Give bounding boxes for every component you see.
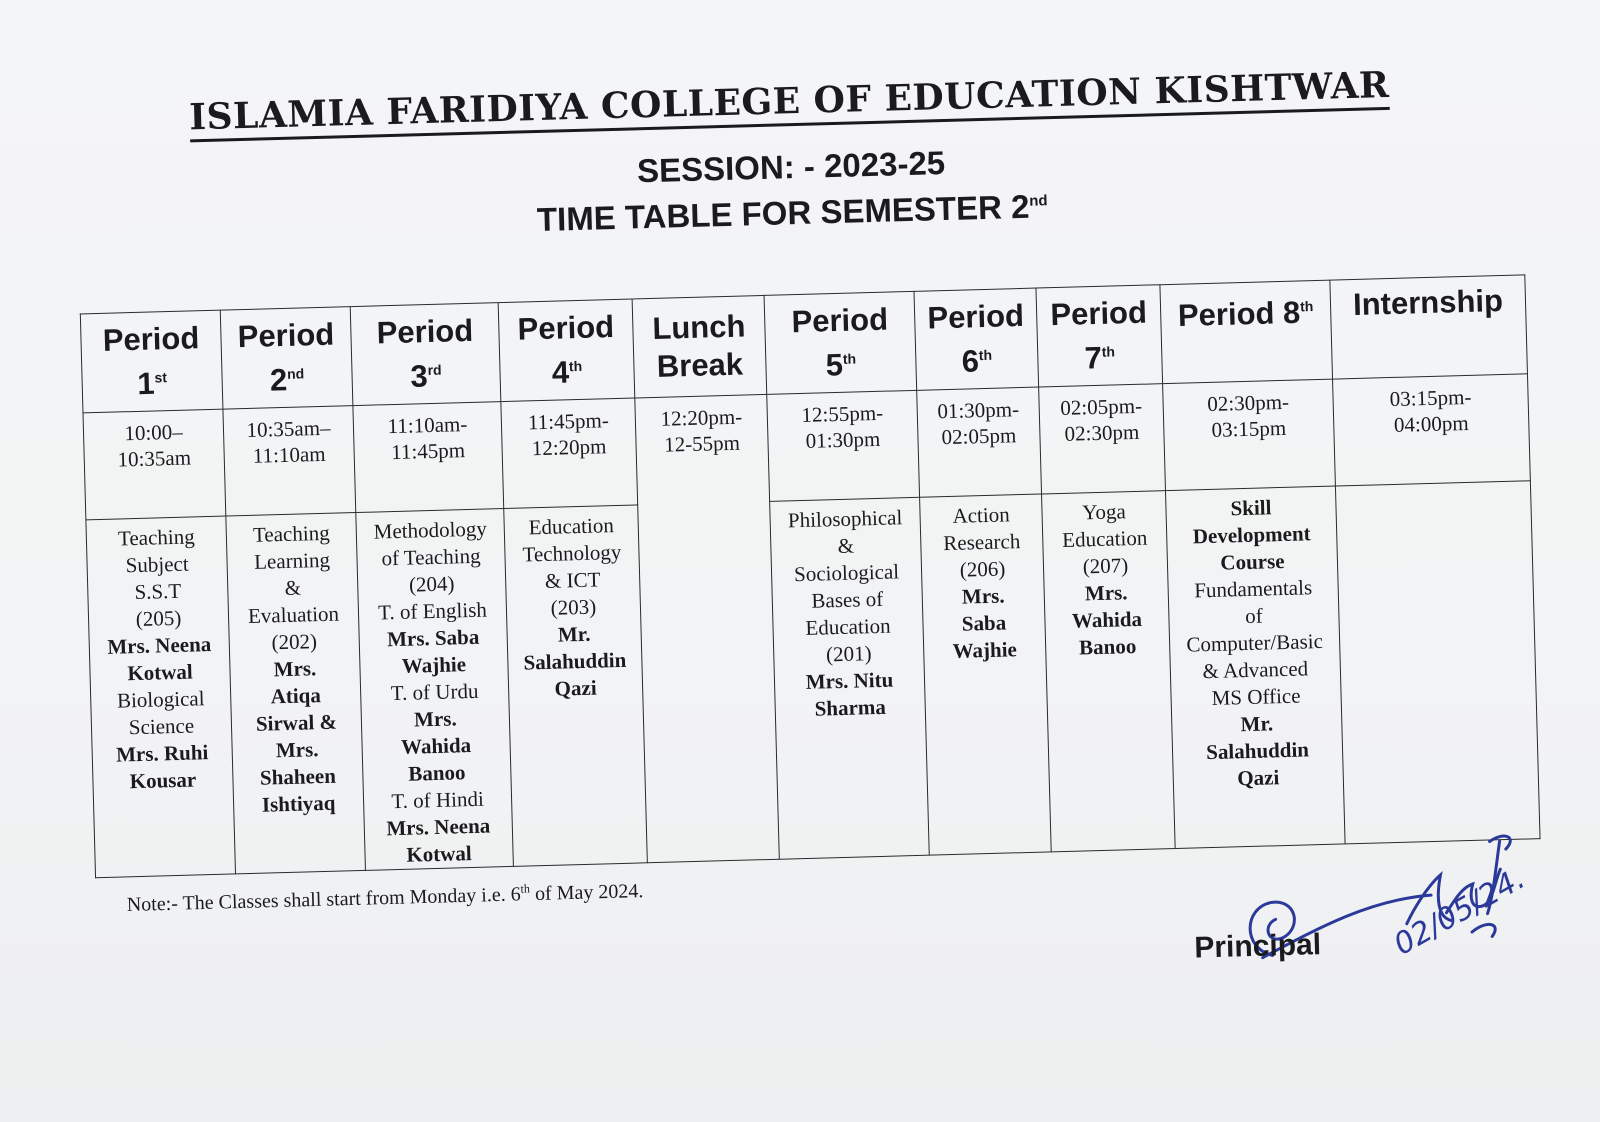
note-text: Note:- The Classes shall start from Monday i.e. 6th of May 2024. [126,880,644,917]
header-period-6: Period 6th [914,288,1039,390]
cell-period-1: Teaching Subject S.S.T (205) Mrs. Neena Kotwal Biological Science Mrs. Ruhi Kousar [86,516,236,878]
timetable-document [48,20,1556,1120]
time-period-2: 10:35am– 11:10am [223,406,356,516]
cell-period-6: Action Research (206) Mrs. Saba Wajhie [920,494,1052,855]
header-period-4: Period 4th [498,299,635,402]
header-lunch-break: Lunch Break [632,295,767,398]
header-period-2: Period 2nd [220,307,353,409]
session-heading: SESSION: - 2023-25 [636,143,946,190]
cell-period-8: Skill Development Course Fundamentals of Computer/Basic & Advanced MS Office Mr. Salahuddin Qazi [1165,486,1345,848]
cell-period-7: Yoga Education (207) Mrs. Wahida Banoo [1042,491,1176,852]
time-period-1: 10:00– 10:35am [83,409,226,520]
cell-period-5: Philosophical & Sociological Bases of Education (201) Mrs. Nitu Sharma [770,497,930,859]
college-title: ISLAMIA FARIDIYA COLLEGE OF EDUCATION KISHTWAR [49,60,1530,142]
cell-internship [1335,481,1540,844]
time-period-3: 11:10am- 11:45pm [353,402,504,513]
time-period-7: 02:05pm- 02:30pm [1039,384,1166,494]
header-period-1: Period 1st [80,310,223,413]
time-internship: 03:15pm- 04:00pm [1333,374,1531,486]
time-period-6: 01:30pm- 02:05pm [917,387,1042,497]
timetable-table [80,274,1541,878]
cell-period-4: Education Technology & ICT (203) Mr. Salahuddin Qazi [504,505,648,866]
header-internship: Internship [1330,275,1528,379]
header-period-7: Period 7th [1036,285,1163,387]
cell-period-3: Methodology of Teaching (204) T. of English Mrs. Saba Wajhie T. of Urdu Mrs. Wahida Banoo T. of Hindi Mrs. Neena Kotwal [356,509,514,871]
time-period-8: 02:30pm- 03:15pm [1163,379,1336,491]
cell-period-2: Teaching Learning & Evaluation (202) Mrs. Atiqa Sirwal & Mrs. Shaheen Ishtiyaq [226,513,366,874]
header-period-8: Period 8th [1160,280,1333,384]
timetable-heading: TIME TABLE FOR SEMESTER 2nd [536,187,1048,239]
header-period-5: Period 5th [764,291,917,394]
time-lunch-break: 12:20pm- 12-55pm [635,394,780,862]
header-period-3: Period 3rd [350,303,501,406]
time-period-5: 12:55pm- 01:30pm [767,390,920,501]
time-period-4: 11:45pm- 12:20pm [501,398,638,509]
signature-date: 02/05/24. [1388,861,1532,963]
principal-label: Principal [1193,928,1322,965]
